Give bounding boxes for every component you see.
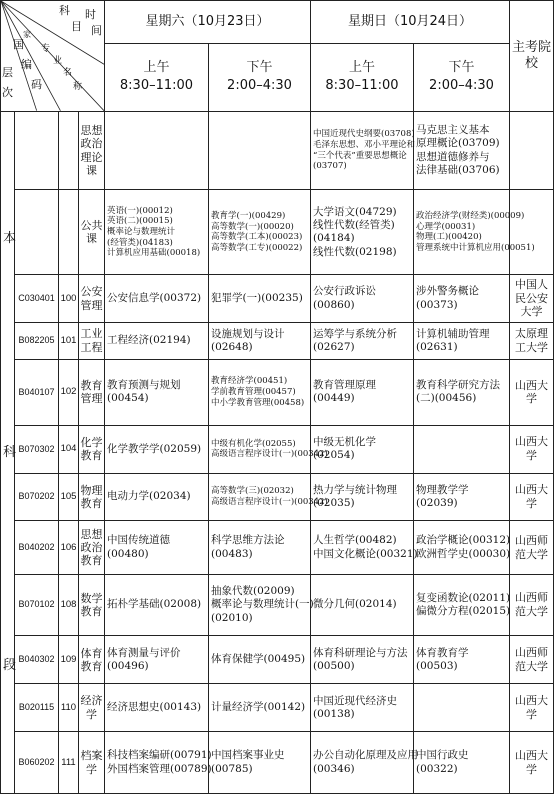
- course-line: 偏微分方程(02015): [416, 604, 511, 617]
- corner-label: 码: [31, 78, 42, 91]
- course-line: 英语(一)(00012): [107, 205, 173, 216]
- schedule-body: [1, 111, 554, 793]
- course-line: 大学语文(04729): [313, 206, 397, 219]
- major-code: B040302: [15, 636, 59, 684]
- course-line: (00785): [211, 762, 253, 775]
- table-row: [1, 732, 554, 794]
- major-code: C030401: [15, 275, 59, 322]
- corner-label: 目: [71, 20, 82, 33]
- course-line: 教育经济学(00451): [211, 376, 288, 387]
- course-cell-sat-pm: [209, 574, 314, 636]
- course-line: (00138): [313, 707, 355, 720]
- level-char: 科: [3, 444, 17, 460]
- course-cell-sat-am: [105, 732, 212, 794]
- major-name: 体育教育: [79, 636, 105, 684]
- course-line: 高等数学(三)(02032): [211, 486, 294, 497]
- course-line: (02627): [313, 340, 355, 353]
- course-line: 办公自动化原理及应用: [313, 749, 418, 762]
- course-cell-sun-pm: [414, 111, 510, 190]
- major-number: 106: [59, 521, 79, 574]
- host-school: 山西大学: [510, 473, 554, 521]
- course-line: 中国近现代史纲要(03708): [313, 129, 415, 140]
- course-cell-sat-pm: [209, 684, 311, 732]
- major-code: B070302: [15, 425, 59, 473]
- course-line: 高级语言程序设计(一)(00342): [211, 497, 328, 508]
- course-line: (02010): [211, 611, 253, 624]
- course-line: 化学教学学(02059): [107, 442, 202, 455]
- course-line: 涉外警务概论: [416, 285, 479, 298]
- major-number: 100: [59, 275, 79, 322]
- course-cell-sat-am: [105, 636, 209, 684]
- course-line: (经管类)(04183): [107, 237, 173, 248]
- course-line: 抽象代数(02009): [211, 585, 295, 598]
- corner-label: 次: [2, 86, 13, 99]
- host-school: 山西大学: [510, 732, 554, 794]
- course-cell-sat-am: [105, 359, 209, 425]
- course-cell-sun-pm: [414, 473, 510, 521]
- host-school: [510, 111, 554, 190]
- major-number: [59, 190, 79, 275]
- host-school: 山西师范大学: [510, 521, 554, 574]
- course-cell-sun-am: [311, 473, 414, 521]
- course-cell-sun-am: [311, 684, 414, 732]
- course-line: (00373): [416, 298, 458, 311]
- major-code: B060202: [15, 732, 59, 794]
- course-line: 体育教育学: [416, 646, 469, 659]
- course-line: 高级语言程序设计(一)(00342): [211, 449, 328, 460]
- course-line: (00449): [313, 392, 355, 405]
- course-cell-sat-am: [105, 111, 209, 190]
- corner-label: 名: [63, 68, 73, 78]
- corner-label: 家: [23, 30, 31, 39]
- host-school: 山西师范大学: [510, 636, 554, 684]
- host-school: 山西大学: [510, 425, 554, 473]
- major-number: 102: [59, 359, 79, 425]
- course-line: 公安行政诉讼: [313, 285, 376, 298]
- course-line: 科技档案编研(00791): [107, 749, 212, 762]
- course-line: 外国档案管理(00789): [107, 762, 212, 775]
- major-number: 110: [59, 684, 79, 732]
- session-sun-am: 上午 8:30–11:00: [311, 43, 414, 111]
- course-line: 线性代数(02198): [313, 245, 397, 258]
- course-line: “三个代表”重要思想概论: [313, 150, 407, 161]
- session-sat-am: 上午 8:30–11:00: [105, 43, 209, 111]
- course-line: 英语(二)(00015): [107, 216, 173, 227]
- level-char: 本: [3, 231, 17, 247]
- course-line: (02054): [313, 449, 355, 462]
- course-line: 计算机应用基础(00018): [107, 248, 201, 259]
- course-line: 法律基础(03706): [416, 163, 500, 176]
- session-sat-pm: 下午 2:00–4:30: [209, 43, 311, 111]
- course-cell-sun-am: [311, 521, 418, 574]
- course-line: 中国文化概论(00321): [313, 547, 418, 560]
- major-name: 工业工程: [79, 322, 105, 359]
- course-line: 线性代数(经管类): [313, 219, 395, 232]
- course-cell-sat-pm: [209, 322, 311, 359]
- host-school: 山西大学: [510, 359, 554, 425]
- course-line: 设施规划与设计: [211, 327, 285, 340]
- header-corner: [1, 1, 105, 112]
- course-cell-sun-pm: [414, 275, 510, 322]
- table-row: [1, 425, 554, 473]
- course-line: 公安信息学(00372): [107, 291, 202, 304]
- corner-label: 编: [21, 58, 32, 71]
- course-line: (00503): [416, 659, 458, 672]
- course-line: 犯罪学(一)(00235): [211, 291, 303, 304]
- course-line: 体育测量与评价: [107, 646, 181, 659]
- course-line: 中级无机化学: [313, 436, 376, 449]
- course-cell-sun-am: [311, 574, 414, 636]
- course-line: 毛泽东思想、邓小平理论和: [313, 139, 416, 150]
- table-row: [1, 521, 554, 574]
- major-code: B040107: [15, 359, 59, 425]
- course-cell-sat-pm: [209, 425, 328, 473]
- course-line: 微分几何(02014): [313, 598, 397, 611]
- major-name: 公共课: [79, 190, 105, 275]
- corner-label: 称: [73, 82, 83, 92]
- corner-label: 层: [2, 66, 13, 79]
- course-cell-sat-pm: [209, 111, 311, 190]
- course-line: 学前教育管理(00457): [211, 386, 296, 397]
- major-name: 教育管理: [79, 359, 105, 425]
- course-line: 教育预测与规划: [107, 379, 181, 392]
- table-row: [1, 190, 554, 275]
- course-line: 计算机辅助管理: [416, 327, 490, 340]
- course-line: (00483): [211, 547, 253, 560]
- major-number: 105: [59, 473, 79, 521]
- table-row: [1, 636, 554, 684]
- corner-label: 科: [59, 4, 70, 17]
- course-line: 高等数学(工本)(00023): [211, 232, 303, 243]
- course-line: 心理学(00031): [416, 221, 476, 232]
- major-name: 档案学: [79, 732, 105, 794]
- course-line: 中国近现代经济史: [313, 694, 397, 707]
- course-line: 运筹学与系统分析: [313, 327, 397, 340]
- major-code: B082205: [15, 322, 59, 359]
- major-name: 数学教育: [79, 574, 105, 636]
- course-line: 电动力学(02034): [107, 490, 191, 503]
- course-line: 拓朴学基础(02008): [107, 598, 202, 611]
- course-line: 教育管理原理: [313, 379, 376, 392]
- major-name: 化学教育: [79, 425, 105, 473]
- corner-label: 业: [53, 56, 63, 66]
- course-line: 管理系统中计算机应用(00051): [416, 243, 535, 254]
- major-number: 101: [59, 322, 79, 359]
- table-row: [1, 111, 554, 190]
- day-header-sunday: 星期日（10月24日）: [311, 1, 510, 44]
- major-number: 109: [59, 636, 79, 684]
- major-name: 经济学: [79, 684, 105, 732]
- table-row: [1, 684, 554, 732]
- course-cell-sat-pm: [209, 275, 311, 322]
- course-cell-sat-pm: [209, 359, 311, 425]
- session-sun-pm: 下午 2:00–4:30: [414, 43, 510, 111]
- course-cell-sun-pm: [414, 425, 510, 473]
- course-cell-sat-am: [105, 425, 209, 473]
- course-cell-sun-pm: [414, 574, 510, 636]
- course-cell-sat-pm: [209, 190, 311, 275]
- course-cell-sat-pm: [209, 732, 311, 794]
- course-cell-sun-am: [311, 275, 414, 322]
- course-cell-sun-am: [311, 359, 414, 425]
- course-cell-sat-am: [105, 574, 209, 636]
- course-line: (02631): [416, 340, 458, 353]
- course-line: 复变函数论(02011): [416, 591, 511, 604]
- major-code: B040202: [15, 521, 59, 574]
- major-name: 思想政治理论课: [79, 111, 105, 190]
- course-line: 计量经济学(00142): [211, 701, 306, 714]
- course-line: 科学思维方法论: [211, 534, 285, 547]
- course-line: 欧洲哲学史(00030): [416, 547, 511, 560]
- major-code: [15, 190, 59, 275]
- course-cell-sun-pm: [414, 521, 510, 574]
- course-line: 概率论与数理统计: [107, 227, 176, 238]
- course-cell-sat-am: [105, 521, 209, 574]
- course-cell-sun-am: [311, 111, 414, 190]
- corner-label: 间: [91, 24, 102, 37]
- table-row: [1, 322, 554, 359]
- course-line: (02648): [211, 340, 253, 353]
- course-cell-sun-pm: [414, 684, 510, 732]
- course-cell-sat-am: [105, 322, 209, 359]
- school-header: 主考院校: [510, 1, 554, 112]
- course-line: (02039): [416, 497, 458, 510]
- course-cell-sun-am: [311, 732, 418, 794]
- course-cell-sun-am: [311, 322, 414, 359]
- major-code: B070102: [15, 574, 59, 636]
- course-cell-sun-pm: [414, 359, 510, 425]
- course-line: 体育保健学(00495): [211, 653, 306, 666]
- course-cell-sat-pm: [209, 521, 311, 574]
- course-line: 物理教学学: [416, 483, 469, 496]
- course-line: (00500): [313, 659, 355, 672]
- major-code: [15, 111, 59, 190]
- course-cell-sun-am: [311, 425, 414, 473]
- major-number: 104: [59, 425, 79, 473]
- course-cell-sat-am: [105, 473, 209, 521]
- host-school: 中国人民公安大学: [510, 275, 554, 322]
- major-number: 111: [59, 732, 79, 794]
- major-number: [59, 111, 79, 190]
- course-line: (00346): [313, 762, 355, 775]
- table-row: [1, 574, 554, 636]
- course-line: 高等数学(一)(00020): [211, 221, 294, 232]
- corner-label: 时: [85, 8, 96, 21]
- host-school: [510, 190, 554, 275]
- major-name: 物理教育: [79, 473, 105, 521]
- course-line: 思想道德修养与: [416, 150, 490, 163]
- course-line: 中国档案事业史: [211, 749, 285, 762]
- major-number: 108: [59, 574, 79, 636]
- table-row: [1, 275, 554, 322]
- course-line: (04184): [313, 232, 355, 245]
- course-line: 教育学(一)(00429): [211, 211, 286, 222]
- course-line: (02035): [313, 497, 355, 510]
- course-line: (03707): [313, 161, 347, 172]
- course-line: 概率论与数理统计(一): [211, 598, 314, 611]
- level-cell: [1, 111, 15, 793]
- course-line: 中国传统道德: [107, 534, 170, 547]
- course-line: (00860): [313, 298, 355, 311]
- table-row: [1, 359, 554, 425]
- course-cell-sun-pm: [414, 322, 510, 359]
- course-line: 工程经济(02194): [107, 334, 191, 347]
- course-line: (二)(00456): [416, 392, 477, 405]
- course-cell-sun-am: [311, 190, 414, 275]
- course-line: 体育科研理论与方法: [313, 646, 408, 659]
- course-line: 物理(工)(00420): [416, 232, 482, 243]
- course-cell-sat-pm: [209, 473, 328, 521]
- corner-label: 国: [13, 38, 24, 51]
- course-line: (00322): [416, 762, 458, 775]
- day-header-saturday: 星期六（10月23日）: [105, 1, 311, 44]
- level-char: 段: [3, 658, 17, 674]
- course-cell-sat-am: [105, 190, 209, 275]
- course-cell-sat-pm: [209, 636, 311, 684]
- course-line: 教育科学研究方法: [416, 379, 500, 392]
- course-line: 马克思主义基本: [416, 124, 490, 137]
- course-line: 高等数学(工专)(00022): [211, 243, 303, 254]
- course-cell-sun-pm: [414, 190, 535, 275]
- course-cell-sun-pm: [414, 732, 510, 794]
- course-line: (00480): [107, 547, 149, 560]
- course-line: 中小学教育管理(00458): [211, 397, 305, 408]
- course-cell-sun-am: [311, 636, 414, 684]
- host-school: 太原理工大学: [510, 322, 554, 359]
- course-cell-sat-am: [105, 684, 209, 732]
- host-school: 山西大学: [510, 684, 554, 732]
- course-line: 热力学与统计物理: [313, 483, 397, 496]
- host-school: 山西师范大学: [510, 574, 554, 636]
- course-line: (00496): [107, 659, 149, 672]
- major-name: 思想政治教育: [79, 521, 105, 574]
- course-line: 政治学概论(00312): [416, 534, 511, 547]
- course-line: 中级有机化学(02055): [211, 438, 296, 449]
- course-line: 中国行政史: [416, 749, 469, 762]
- major-code: B070202: [15, 473, 59, 521]
- course-line: 人生哲学(00482): [313, 534, 397, 547]
- major-code: B020115: [15, 684, 59, 732]
- course-line: 政治经济学(财经类)(00009): [416, 211, 525, 222]
- table-row: [1, 473, 554, 521]
- major-name: 公安管理: [79, 275, 105, 322]
- course-cell-sun-pm: [414, 636, 510, 684]
- course-line: (00454): [107, 392, 149, 405]
- course-line: 原理概论(03709): [416, 137, 500, 150]
- course-line: 经济思想史(00143): [107, 701, 202, 714]
- corner-label: 专: [41, 44, 51, 54]
- course-cell-sat-am: [105, 275, 209, 322]
